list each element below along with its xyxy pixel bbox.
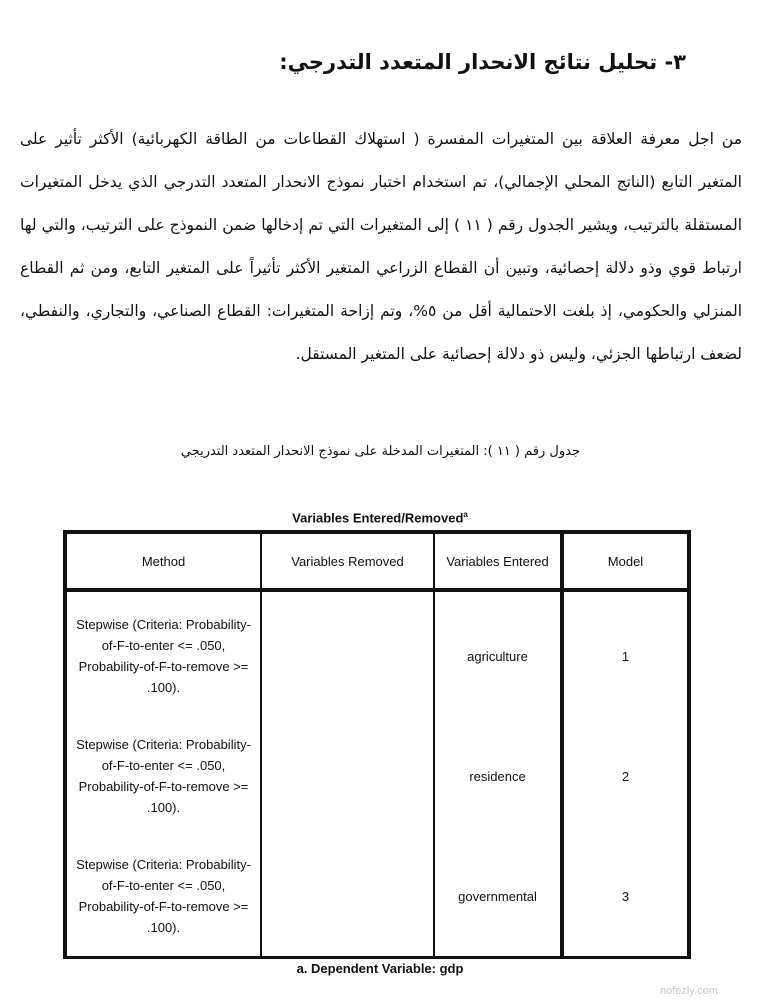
cell-model: 3 — [562, 836, 689, 958]
table-caption: جدول رقم ( ١١ ): المتغيرات المدخلة على نموذج الانحدار المتعدد التدريجي — [180, 444, 580, 459]
cell-model: 1 — [562, 590, 689, 716]
header-method: Method — [65, 532, 261, 590]
method-text: Stepwise (Criteria: Probability-of-F-to-enter <= .050, Probability-of-F-to-remove >= .100). — [76, 617, 251, 695]
table-header-row — [65, 532, 689, 590]
body-paragraph: من اجل معرفة العلاقة بين المتغيرات المفسرة ( استهلاك القطاعات من الطاقة الكهربائية) الأكثر تأثير على المتغير التابع (الناتج المحلي الإجمالي)، تم استخدام اختبار نموذج الانحدار المتعدد التدرجي الذي يدخل المتغيرات المستقلة بالترتيب، ويشير الجدول رقم ( ١١ ) إلى المتغيرات التي تم إدخالها ضمن النموذج على الترتيب، والتي لها ارتباط قوي وذو دلالة إحصائية، وتبين أن القطاع الزراعي المتغير الأكثر تأثيراً على المتغير التابع، ومن ثم القطاع المنزلي والحكومي، إذ بلغت الاحتمالية أقل من ٥%، وتم إزاحة المتغيرات: القطاع الصناعي، والتجاري، والنفطي، لضعف ارتباطها الجزئي، وليس ذو دلالة إحصائية على المتغير المستقل. — [20, 130, 743, 363]
cell-method — [65, 716, 261, 836]
variables-entered-removed-table — [63, 530, 691, 959]
table-title-superscript: a — [463, 510, 468, 519]
table-row — [65, 590, 689, 716]
table-footnote: a. Dependent Variable: gdp — [296, 961, 464, 976]
cell-model: 2 — [562, 716, 689, 836]
header-variables-entered: Variables Entered — [434, 532, 562, 590]
table-title-text: Variables Entered/Removed — [292, 510, 464, 526]
cell-variables-removed — [261, 716, 434, 836]
cell-variables-entered: governmental — [434, 836, 562, 958]
cell-variables-entered: agriculture — [434, 590, 562, 716]
method-text: Stepwise (Criteria: Probability-of-F-to-enter <= .050, Probability-of-F-to-remove >= .100). — [76, 857, 251, 935]
table-row — [65, 716, 689, 836]
header-variables-removed: Variables Removed — [261, 532, 434, 590]
section-heading: ٣- تحليل نتائج الانحدار المتعدد التدرجي: — [279, 50, 686, 74]
header-model: Model — [562, 532, 689, 590]
table-row — [65, 836, 689, 958]
cell-method — [65, 836, 261, 958]
cell-variables-removed — [261, 836, 434, 958]
cell-variables-removed — [261, 590, 434, 716]
watermark: nofezly.com — [660, 985, 718, 997]
cell-variables-entered: residence — [434, 716, 562, 836]
cell-method — [65, 590, 261, 716]
table-title — [180, 510, 580, 525]
method-text: Stepwise (Criteria: Probability-of-F-to-enter <= .050, Probability-of-F-to-remove >= .100). — [76, 737, 251, 815]
